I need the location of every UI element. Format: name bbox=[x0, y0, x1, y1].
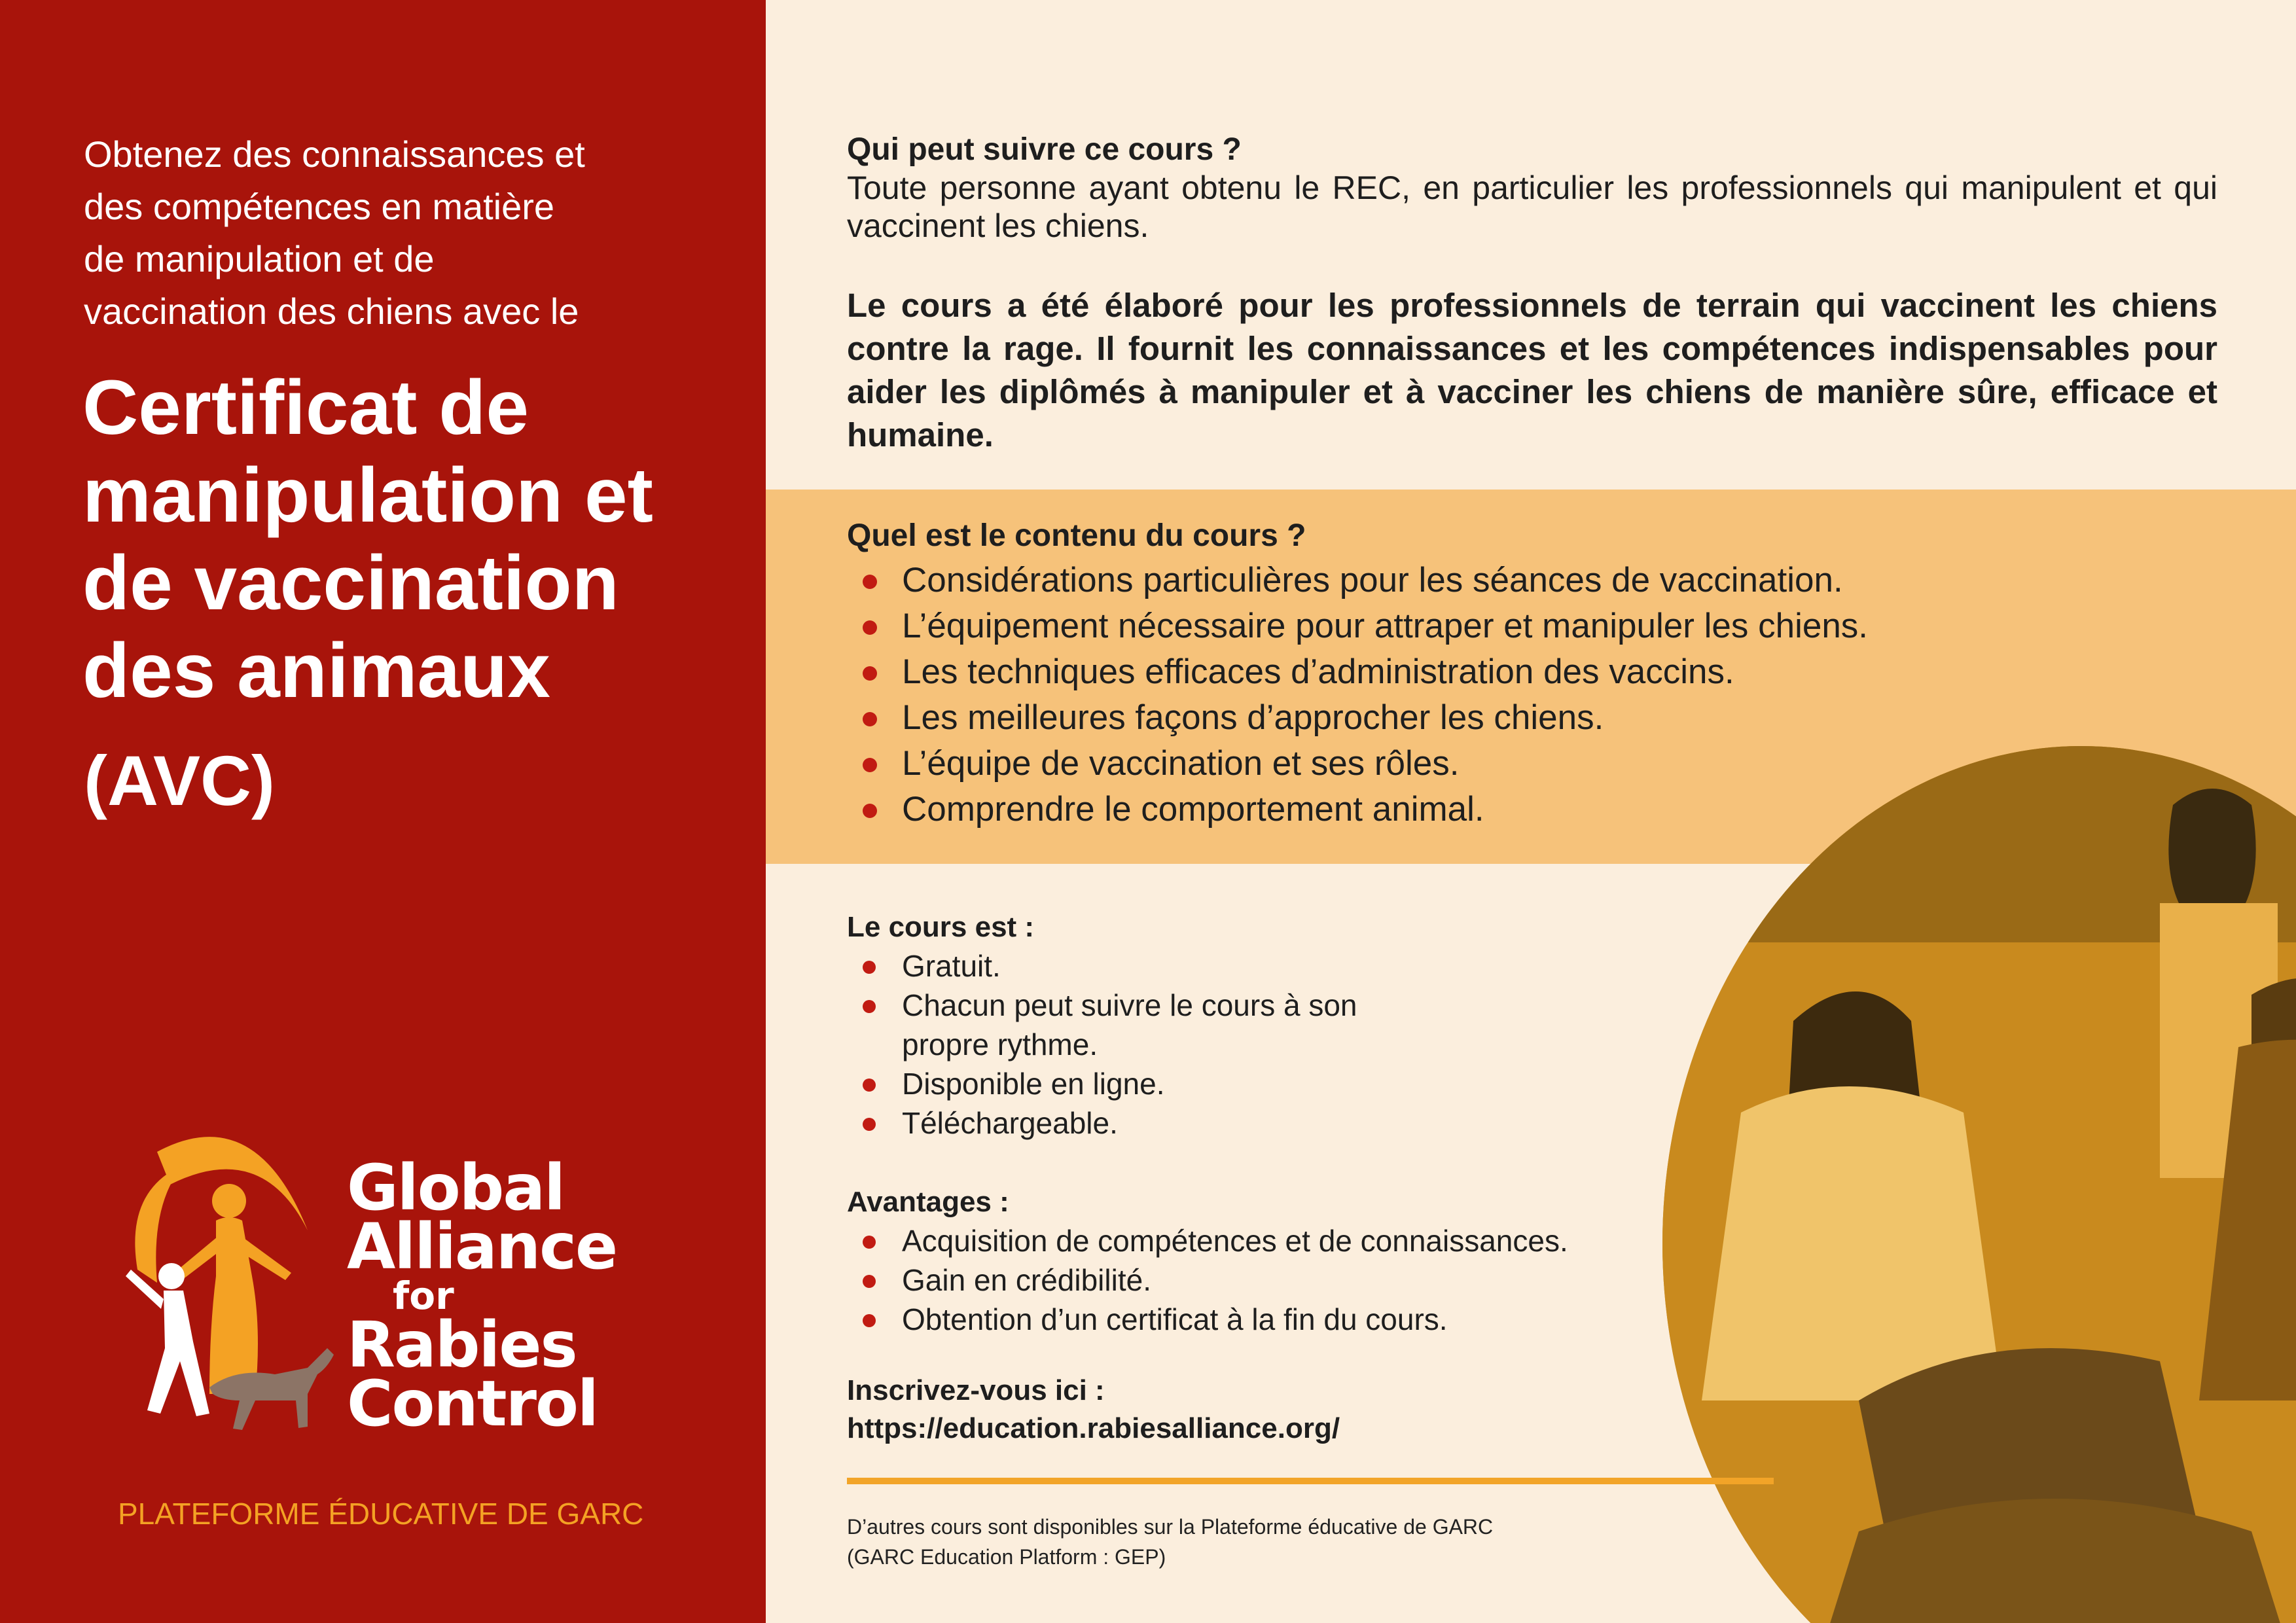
title-line: des animaux bbox=[82, 628, 550, 714]
divider bbox=[847, 1478, 1774, 1484]
list-item: Téléchargeable. bbox=[847, 1103, 1698, 1143]
bullet-dot-icon bbox=[863, 758, 877, 772]
list-item: Les meilleures façons d’approcher les chiens. bbox=[847, 695, 2217, 741]
list-item: L’équipe de vaccination et ses rôles. bbox=[847, 741, 2217, 787]
content-heading: Quel est le contenu du cours ? bbox=[847, 518, 1306, 553]
bullet-dot-icon bbox=[863, 804, 877, 818]
course-title bbox=[82, 364, 763, 715]
logo-word: Global bbox=[347, 1151, 565, 1224]
intro-line: des compétences en matière bbox=[84, 186, 555, 227]
who-text: Toute personne ayant obtenu le REC, en particulier les professionnels qui manipulent et qui vaccinent les chiens. bbox=[847, 169, 2217, 244]
bullet-dot-icon bbox=[863, 620, 877, 635]
who-section bbox=[847, 131, 2217, 457]
title-line: Certificat de bbox=[82, 365, 529, 451]
who-heading: Qui peut suivre ce cours ? bbox=[847, 132, 1242, 167]
list-item: Considérations particulières pour les séances de vaccination. bbox=[847, 558, 2217, 603]
logo-word: Rabies bbox=[347, 1308, 577, 1382]
bullet-dot-icon bbox=[863, 1314, 876, 1327]
logo-word: Control bbox=[347, 1367, 598, 1440]
course-is-list bbox=[847, 946, 1698, 1143]
intro-line: vaccination des chiens avec le bbox=[84, 291, 579, 332]
bullet-dot-icon bbox=[863, 1275, 876, 1288]
bullet-dot-icon bbox=[863, 712, 877, 726]
logo-word: for bbox=[393, 1274, 454, 1318]
course-acronym: (AVC) bbox=[84, 741, 275, 820]
footnote-line: D’autres cours sont disponibles sur la Plateforme éducative de GARC bbox=[847, 1515, 1494, 1539]
register-heading: Inscrivez-vous ici : bbox=[847, 1374, 1105, 1406]
people-and-dog-icon bbox=[111, 1113, 347, 1466]
intro-line: Obtenez des connaissances et bbox=[84, 134, 585, 175]
register-link[interactable]: https://education.rabiesalliance.org/ bbox=[847, 1412, 1340, 1444]
list-item: Chacun peut suivre le cours à son propre rythme. bbox=[847, 986, 1698, 1064]
bullet-dot-icon bbox=[863, 666, 877, 681]
bullet-dot-icon bbox=[863, 961, 876, 974]
content-list bbox=[847, 558, 2217, 832]
garc-logo bbox=[111, 1113, 674, 1466]
list-item: Acquisition de compétences et de connaissances. bbox=[847, 1221, 1698, 1260]
course-description: Le cours a été élaboré pour les professionnels de terrain qui vaccinent les chiens contre la rage. Il fournit les connaissances et les compétences indispensables pour aider les diplômés à manipuler et à vacciner les chiens de manière sûre, efficace et humaine. bbox=[847, 287, 2217, 454]
intro-line: de manipulation et de bbox=[84, 238, 435, 279]
bullet-dot-icon bbox=[863, 1118, 876, 1131]
logo-word: Alliance bbox=[347, 1210, 617, 1283]
bullet-dot-icon bbox=[863, 1236, 876, 1249]
benefits-list bbox=[847, 1221, 1698, 1339]
platform-label: PLATEFORME ÉDUCATIVE DE GARC bbox=[118, 1497, 644, 1531]
footnote bbox=[847, 1512, 1493, 1572]
course-is-section bbox=[847, 908, 1698, 1143]
bullet-dot-icon bbox=[863, 1000, 876, 1013]
list-item: Disponible en ligne. bbox=[847, 1064, 1698, 1103]
list-item: Comprendre le comportement animal. bbox=[847, 787, 2217, 832]
list-item: Obtention d’un certificat à la fin du cours. bbox=[847, 1300, 1698, 1339]
list-item: Gratuit. bbox=[847, 946, 1698, 986]
left-panel bbox=[0, 0, 766, 1623]
list-item: Les techniques efficaces d’administration des vaccins. bbox=[847, 649, 2217, 695]
course-is-heading: Le cours est : bbox=[847, 911, 1035, 943]
bullet-dot-icon bbox=[863, 575, 877, 589]
intro-text bbox=[84, 128, 738, 338]
list-item: Gain en crédibilité. bbox=[847, 1260, 1698, 1300]
benefits-section bbox=[847, 1183, 1698, 1339]
logo-wordmark bbox=[347, 1151, 617, 1440]
vaccination-photo-illustration bbox=[1662, 746, 2296, 1623]
title-line: de vaccination bbox=[82, 540, 619, 626]
title-line: manipulation et bbox=[82, 452, 653, 539]
content-section bbox=[847, 517, 2217, 832]
list-item: L’équipement nécessaire pour attraper et manipuler les chiens. bbox=[847, 603, 2217, 649]
bullet-dot-icon bbox=[863, 1079, 876, 1092]
vaccination-photo bbox=[1662, 746, 2296, 1623]
footnote-line: (GARC Education Platform : GEP) bbox=[847, 1545, 1166, 1569]
register-section bbox=[847, 1372, 1763, 1448]
benefits-heading: Avantages : bbox=[847, 1186, 1009, 1218]
